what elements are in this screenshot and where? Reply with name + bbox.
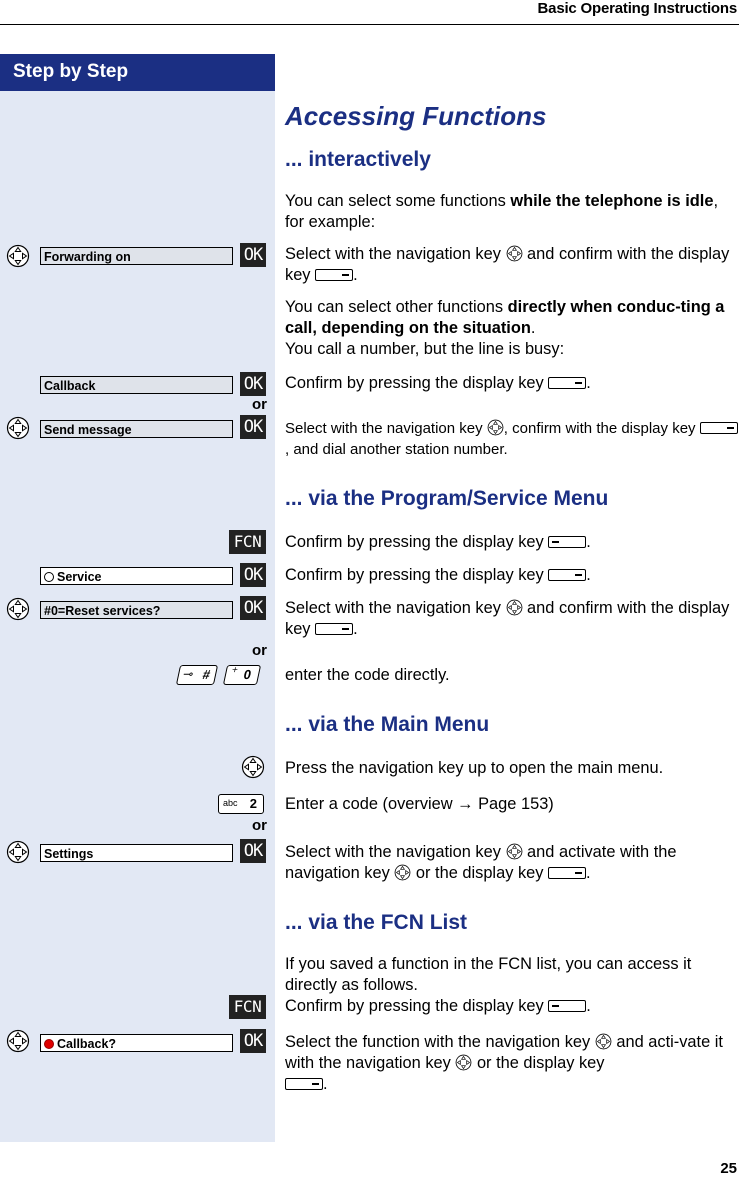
ok-key: OK	[240, 415, 266, 439]
zero-key: + 0	[223, 665, 261, 685]
navigation-key-icon	[241, 755, 265, 779]
navigation-key-icon	[455, 1054, 472, 1071]
section-heading-fcn-list: ... via the FCN List	[285, 911, 468, 934]
send-message-instruction: Select with the navigation key , confirm with the display key , and dial another station number.	[285, 418, 738, 460]
fcn-instruction: Confirm by pressing the display key .	[285, 533, 591, 551]
display-settings: Settings	[40, 844, 233, 862]
ok-key: OK	[240, 372, 266, 396]
service-instruction: Confirm by pressing the display key .	[285, 566, 591, 584]
red-dot-icon	[44, 1039, 54, 1049]
page-number: 25	[720, 1160, 737, 1177]
other-functions-text: You can select other functions directly when conduc-ting a call, depending on the situation. You call a number, but the line is busy:	[285, 298, 725, 358]
reset-instruction: Select with the navigation key and confirm with the display key .	[285, 599, 730, 638]
display-callback-question: Callback?	[40, 1034, 233, 1052]
display-key-icon	[548, 377, 586, 389]
ok-key: OK	[240, 563, 266, 587]
display-callback: Callback	[40, 376, 233, 394]
display-key-icon	[548, 569, 586, 581]
ok-key: OK	[240, 839, 266, 863]
or-label: or	[252, 817, 267, 834]
section-heading-program-menu: ... via the Program/Service Menu	[285, 487, 609, 510]
navigation-key-icon	[506, 245, 523, 262]
section-heading-interactively: ... interactively	[285, 148, 431, 171]
navigation-key-icon	[6, 597, 30, 621]
display-reset-services: #0=Reset services?	[40, 601, 233, 619]
or-label: or	[252, 642, 267, 659]
display-key-icon	[700, 422, 738, 434]
circle-icon	[44, 572, 54, 582]
display-service: Service	[40, 567, 233, 585]
display-key-icon	[548, 867, 586, 879]
callback-instruction: Confirm by pressing the display key .	[285, 374, 591, 392]
display-forwarding-on: Forwarding on	[40, 247, 233, 265]
code-instruction: enter the code directly.	[285, 666, 450, 684]
fcn-instruction: Confirm by pressing the display key .	[285, 997, 591, 1015]
key-2: abc 2	[218, 794, 264, 814]
settings-instruction: Select with the navigation key and activate with the navigation key or the display key .	[285, 843, 677, 882]
running-header: Basic Operating Instructions	[537, 0, 737, 17]
display-key-icon	[285, 1078, 323, 1090]
ok-key: OK	[240, 596, 266, 620]
main-menu-nav-instruction: Press the navigation key up to open the main menu.	[285, 759, 664, 777]
or-label: or	[252, 396, 267, 413]
navigation-key-icon	[506, 599, 523, 616]
navigation-key-icon	[6, 840, 30, 864]
ok-key: OK	[240, 243, 266, 267]
code-instruction: Enter a code (overview → Page 153)	[285, 795, 554, 813]
fcn-list-intro: If you saved a function in the FCN list, you can access it directly as follows.	[285, 955, 692, 994]
navigation-key-icon	[6, 244, 30, 268]
navigation-key-icon	[6, 1029, 30, 1053]
fcn-callback-instruction: Select the function with the navigation key and acti-vate it with the navigation key or the display key .	[285, 1033, 723, 1093]
display-send-message: Send message	[40, 420, 233, 438]
header-rule	[0, 24, 739, 25]
navigation-key-icon	[506, 843, 523, 860]
display-key-icon	[548, 1000, 586, 1012]
hash-key: ⊸ #	[176, 665, 218, 685]
page-title: Accessing Functions	[285, 101, 547, 131]
interactively-intro: You can select some functions while the telephone is idle, for example:	[285, 192, 719, 231]
navigation-key-icon	[394, 864, 411, 881]
ok-key: OK	[240, 1029, 266, 1053]
display-key-icon	[315, 623, 353, 635]
fcn-key: FCN	[229, 530, 266, 554]
navigation-key-icon	[595, 1033, 612, 1050]
display-key-icon	[548, 536, 586, 548]
step-by-step-title: Step by Step	[13, 61, 129, 82]
step-by-step-panel	[0, 54, 275, 1142]
fcn-key: FCN	[229, 995, 266, 1019]
navigation-key-icon	[487, 419, 504, 436]
section-heading-main-menu: ... via the Main Menu	[285, 713, 490, 736]
navigation-key-icon	[6, 416, 30, 440]
forwarding-instruction: Select with the navigation key and confirm with the display key .	[285, 245, 730, 284]
display-key-icon	[315, 269, 353, 281]
